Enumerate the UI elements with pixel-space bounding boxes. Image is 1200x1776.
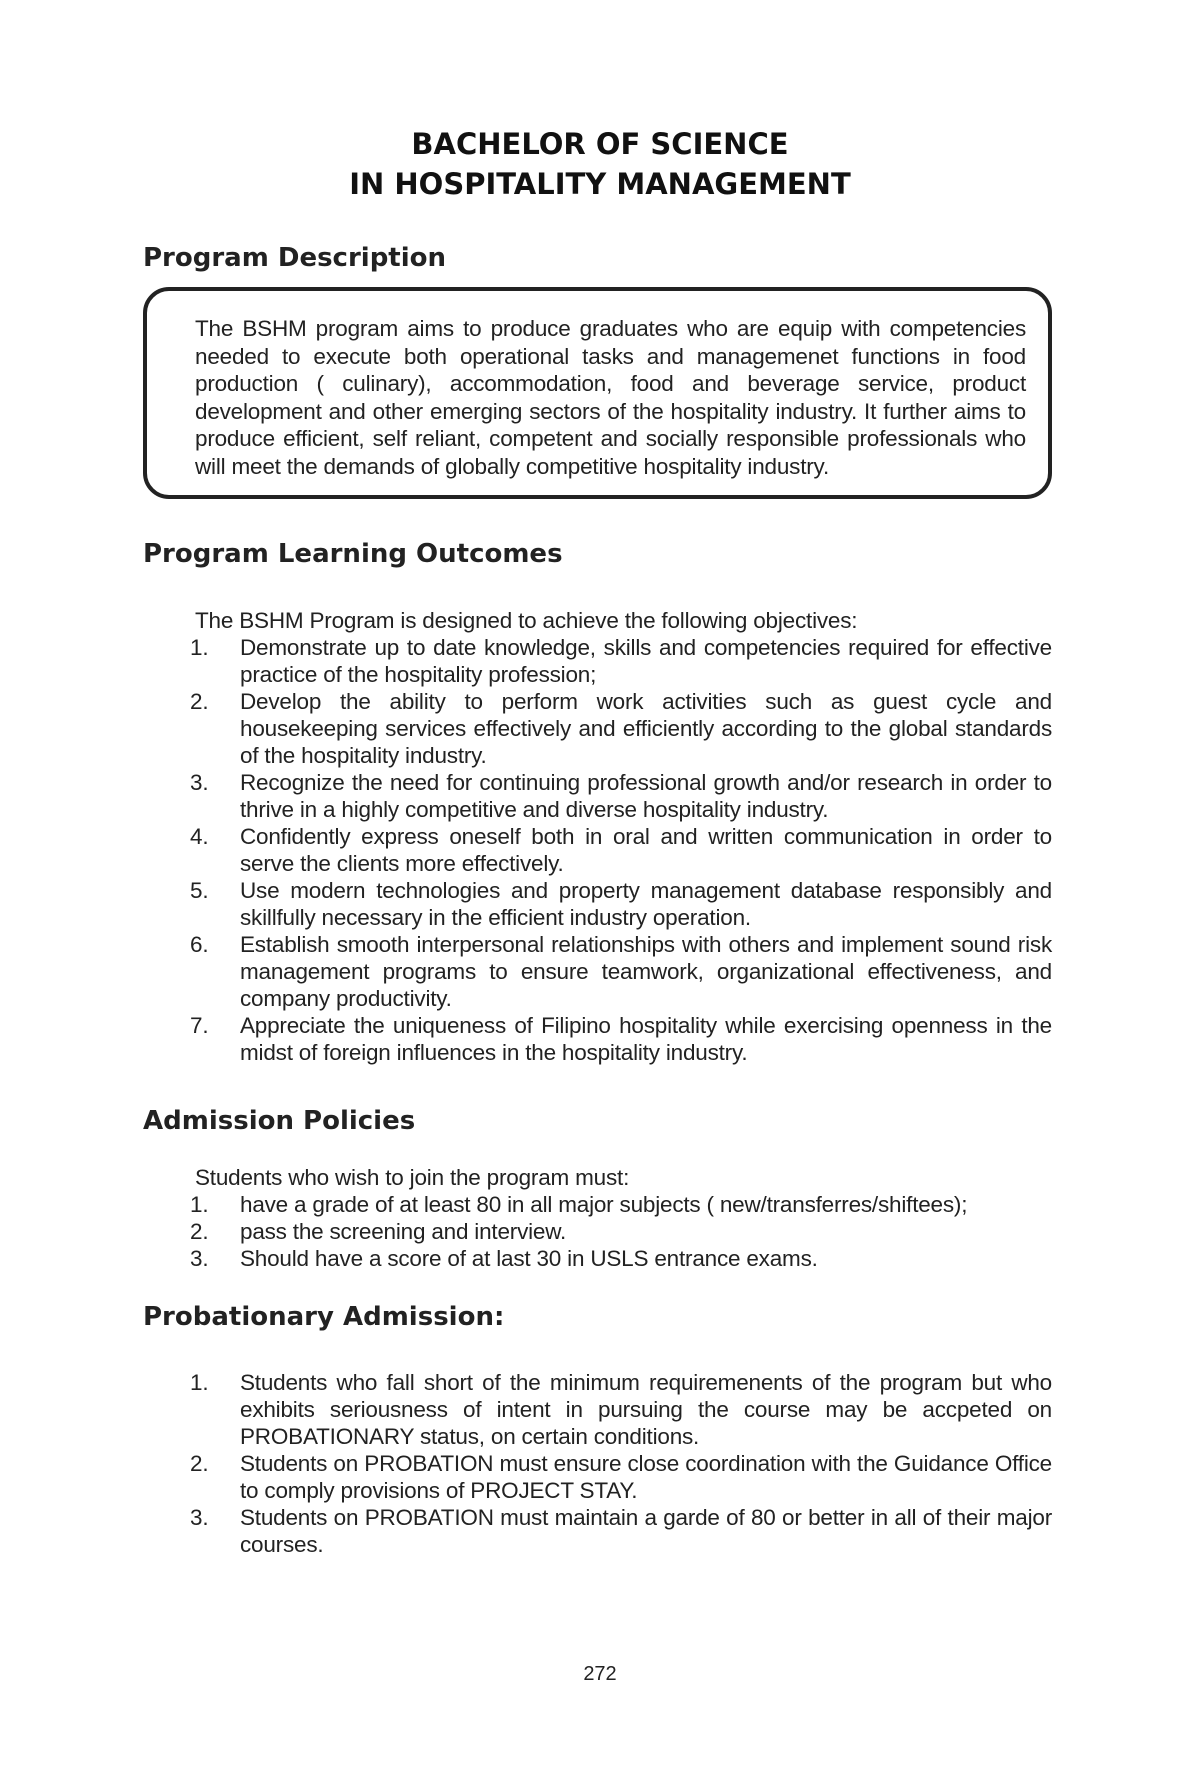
- list-item: 2. pass the screening and interview.: [190, 1219, 567, 1244]
- list-item: 3. Should have a score of at last 30 in USLS entrance exams.: [190, 1246, 818, 1271]
- list-item: 4. Confidently express oneself both in oral and written communication in order to serve the clients more effectively.: [190, 824, 1052, 876]
- list-item: 1. have a grade of at least 80 in all major subjects ( new/transferres/shiftees);: [190, 1192, 968, 1217]
- admission-policies-list: [190, 1191, 1052, 1272]
- page-number: 272: [583, 1663, 617, 1685]
- admission-policies-heading: Admission Policies: [143, 1106, 416, 1136]
- document-title: [0, 124, 1200, 204]
- probationary-admission-heading: Probationary Admission:: [143, 1302, 505, 1332]
- list-item: 2. Students on PROBATION must ensure close coordination with the Guidance Office to comply provisions of PROJECT STAY.: [190, 1451, 1052, 1503]
- title-line-2: IN HOSPITALITY MANAGEMENT: [349, 167, 851, 201]
- list-item: 5. Use modern technologies and property management database responsibly and skillfully necessary in the efficient industry operation.: [190, 878, 1052, 930]
- list-item: 7. Appreciate the uniqueness of Filipino hospitality while exercising openness in the midst of foreign influences in the hospitality industry.: [190, 1013, 1052, 1065]
- program-description-heading: Program Description: [143, 243, 447, 273]
- program-description-text: The BSHM program aims to produce graduates who are equip with competencies needed to execute both operational tasks and managemenet functions in food production ( culinary), accommodation, food and beverage service, product development and other emerging sectors of the hospitality industry. It further aims to produce efficient, self reliant, competent and socially responsible professionals who will meet the demands of globally competitive hospitality industry.: [195, 316, 1026, 479]
- program-description-box: [143, 287, 1052, 499]
- admission-policies-intro: Students who wish to join the program must:: [195, 1165, 630, 1190]
- learning-outcomes-heading: Program Learning Outcomes: [143, 539, 563, 569]
- list-item: 3. Students on PROBATION must maintain a garde of 80 or better in all of their major courses.: [190, 1505, 1052, 1557]
- list-item: 3. Recognize the need for continuing professional growth and/or research in order to thrive in a highly competitive and diverse hospitality industry.: [190, 770, 1052, 822]
- title-line-1: BACHELOR OF SCIENCE: [411, 127, 789, 161]
- list-item: 6. Establish smooth interpersonal relationships with others and implement sound risk management programs to ensure teamwork, organizational effectiveness, and company productivity.: [190, 932, 1052, 1011]
- list-item: 1. Students who fall short of the minimum requiremenents of the program but who exhibits seriousness of intent in pursuing the course may be accpeted on PROBATIONARY status, on certain conditions.: [190, 1370, 1052, 1449]
- probationary-admission-list: [190, 1369, 1052, 1558]
- list-item: 2. Develop the ability to perform work activities such as guest cycle and housekeeping services effectively and efficiently according to the global standards of the hospitality industry.: [190, 689, 1052, 768]
- learning-outcomes-list: [190, 634, 1052, 1066]
- list-item: 1. Demonstrate up to date knowledge, skills and competencies required for effective practice of the hospitality profession;: [190, 635, 1052, 687]
- learning-outcomes-intro: The BSHM Program is designed to achieve the following objectives:: [195, 608, 858, 633]
